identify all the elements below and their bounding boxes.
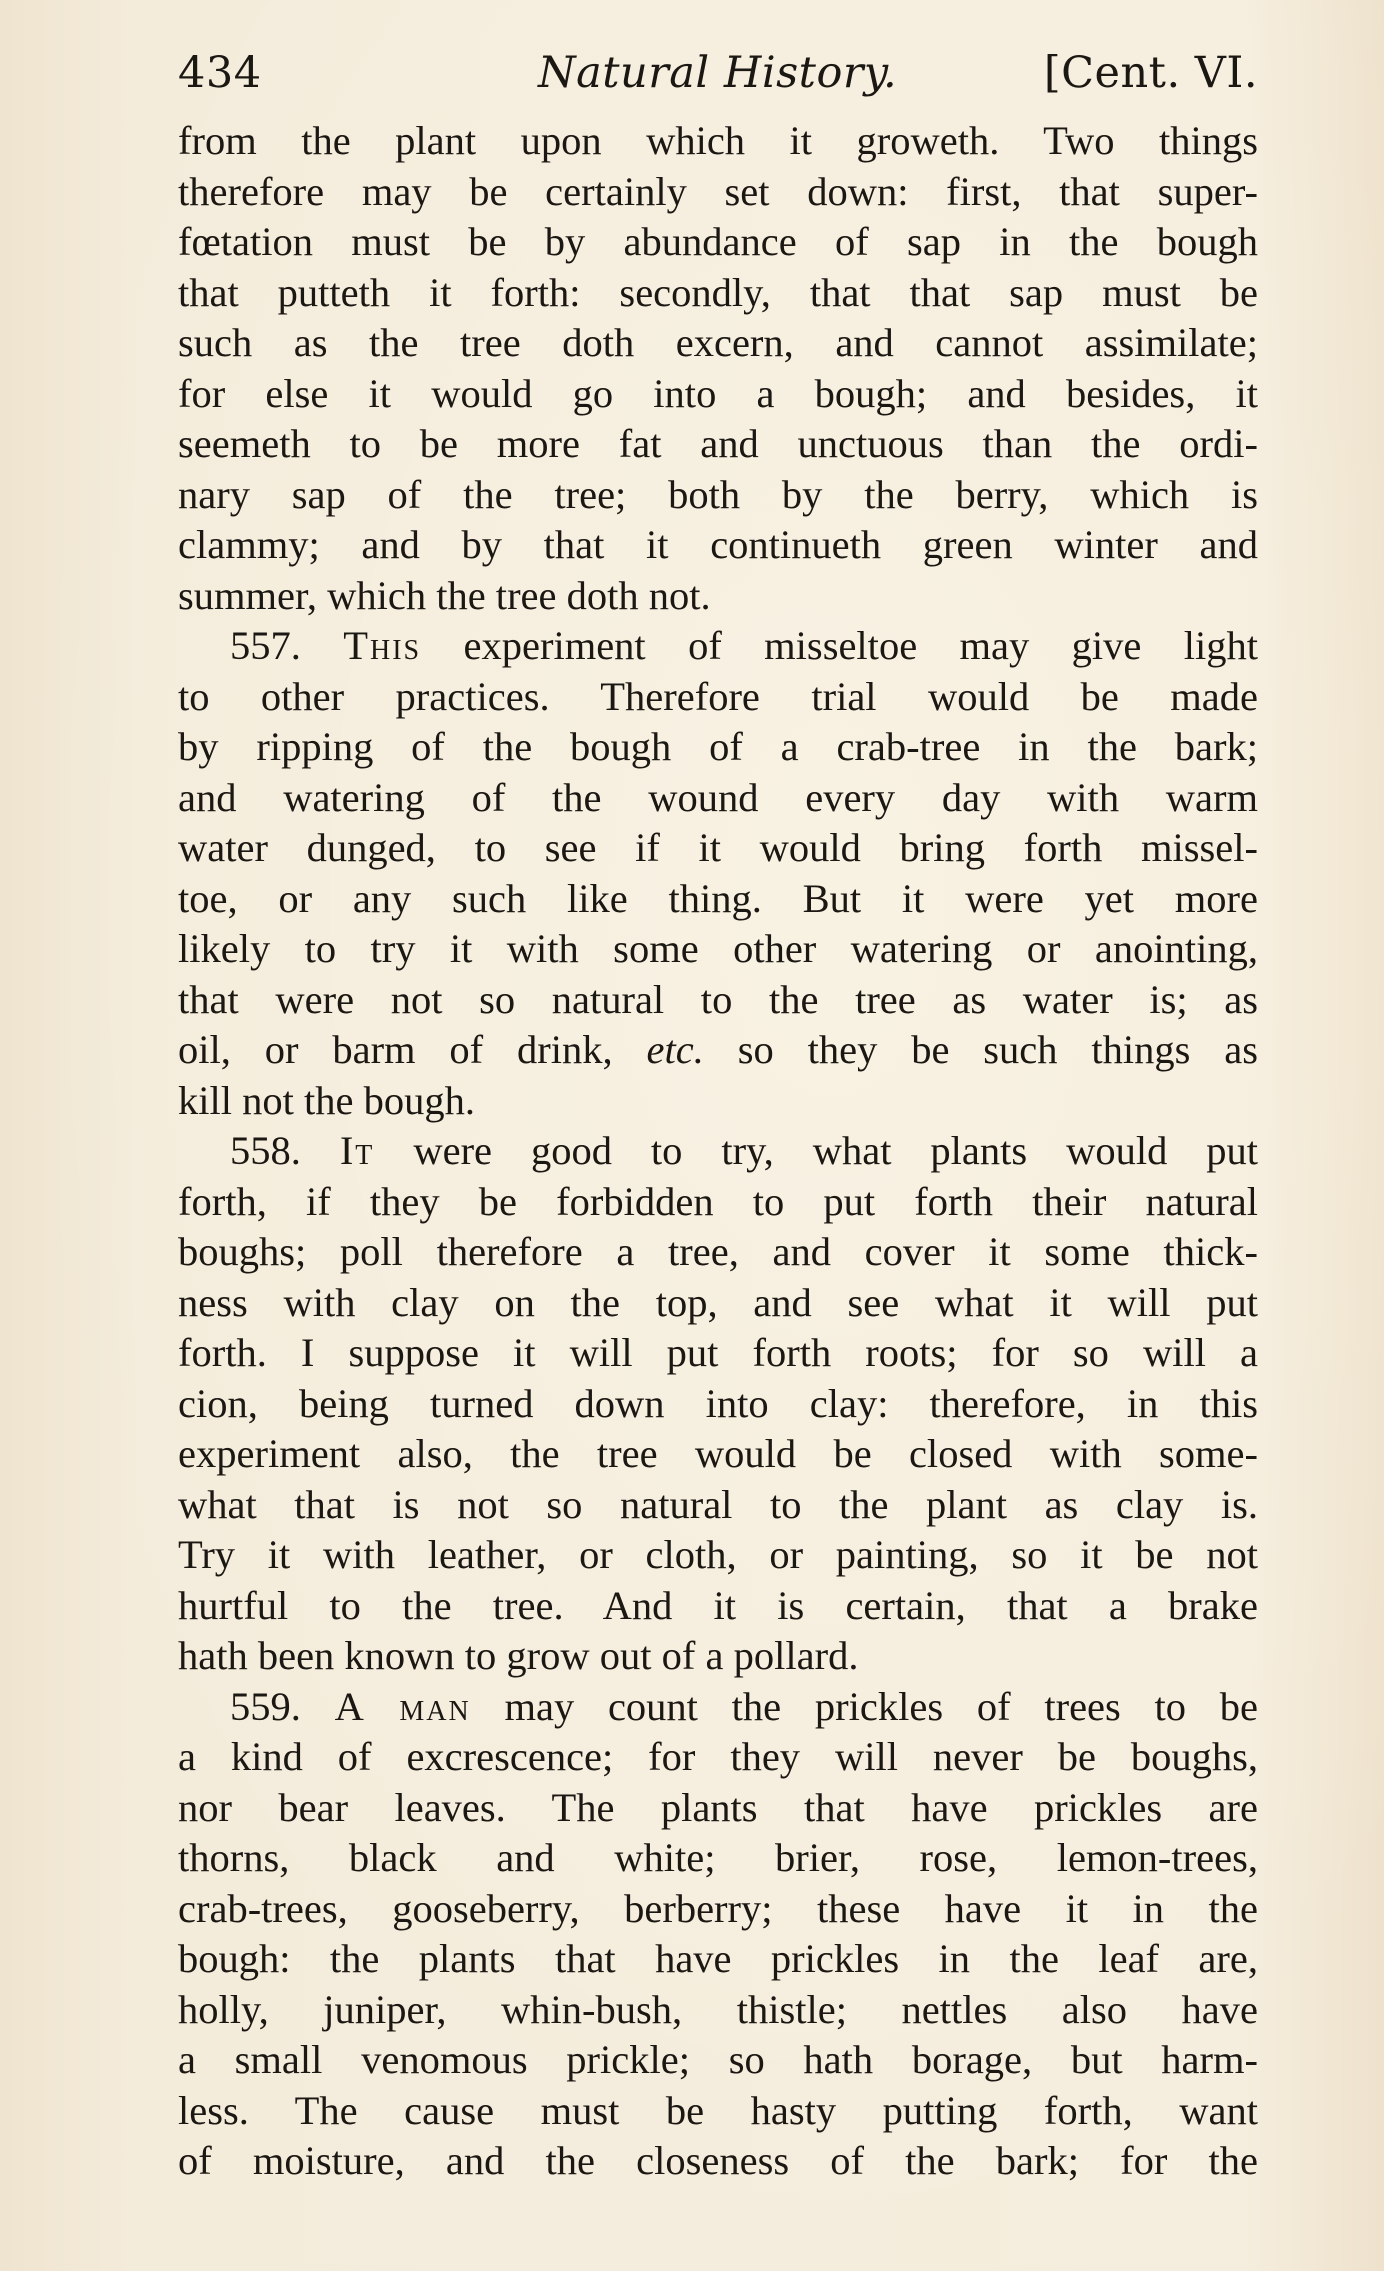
text-line: for else it would go into a bough; and besides, it — [178, 370, 1258, 416]
running-header — [178, 48, 1258, 112]
text-line: experiment also, the tree would be closed with some- — [178, 1431, 1258, 1476]
text-line: forth, if they be forbidden to put forth their natural — [178, 1178, 1258, 1224]
text-line: fœtation must be by abundance of sap in the bough — [178, 219, 1258, 264]
paragraph-number: 557. — [230, 623, 301, 668]
text-line: forth. I suppose it will put forth roots; for so will a — [178, 1330, 1258, 1375]
text-line: by ripping of the bough of a crab-tree in the bark; — [178, 724, 1258, 769]
text-fragment: so they be such things as — [737, 1027, 1258, 1072]
text-line: therefore may be certainly set down: first, that super- — [178, 168, 1258, 214]
text-line: clammy; and by that it continueth green winter and — [178, 522, 1258, 567]
text-line: holly, juniper, whin-bush, thistle; nettles also have — [178, 1986, 1258, 2032]
paragraph-lead-word: This — [343, 623, 422, 668]
text-line: and watering of the wound every day with warm — [178, 774, 1258, 820]
text-line: such as the tree doth excern, and cannot assimilate; — [178, 320, 1258, 365]
text-line: nary sap of the tree; both by the berry, which is — [178, 471, 1258, 517]
text-fragment: oil, or barm of drink, — [178, 1027, 613, 1072]
text-line: cion, being turned down into clay: therefore, in this — [178, 1380, 1258, 1426]
text-line: that putteth it forth: secondly, that that sap must be — [178, 269, 1258, 315]
text-line: a kind of excrescence; for they will never be boughs, — [178, 1734, 1258, 1779]
text-line: to other practices. Therefore trial would be made — [178, 673, 1258, 719]
text-line: summer, which the tree doth not. — [178, 572, 711, 618]
text-fragment: experiment of misseltoe may give light — [463, 623, 1258, 668]
text-line: crab-trees, gooseberry, berberry; these have it in the — [178, 1885, 1258, 1931]
paragraph-557-first-line — [178, 621, 1258, 672]
text-fragment: were good to try, what plants would put — [413, 1128, 1258, 1173]
paragraph-558-first-line — [178, 1126, 1258, 1177]
text-line: hurtful to the tree. And it is certain, that a brake — [178, 1582, 1258, 1628]
text-line: nor bear leaves. The plants that have prickles are — [178, 1784, 1258, 1830]
paragraph-number: 558. — [230, 1128, 301, 1173]
paragraph-559-first-line — [178, 1682, 1258, 1733]
text-fragment: may count the prickles of trees to be — [504, 1683, 1258, 1729]
text-line: that were not so natural to the tree as water is; as — [178, 976, 1258, 1022]
paragraph-lead-word: A man — [334, 1683, 471, 1729]
text-line: less. The cause must be hasty putting forth, want — [178, 2087, 1258, 2133]
text-line: kill not the bough. — [178, 1077, 475, 1123]
text-line: of moisture, and the closeness of the bark; for the — [178, 2138, 1258, 2183]
text-line: seemeth to be more fat and unctuous than the ordi- — [178, 421, 1258, 466]
text-line: from the plant upon which it groweth. Two things — [178, 118, 1258, 163]
paragraph-number: 559. — [230, 1683, 301, 1729]
text-line-with-italic — [178, 1025, 1258, 1076]
section-marker: [Cent. VI. — [1043, 48, 1258, 98]
body-text — [178, 116, 1258, 2187]
text-line: ness with clay on the top, and see what it will put — [178, 1279, 1258, 1325]
text-line: boughs; poll therefore a tree, and cover it some thick- — [178, 1229, 1258, 1274]
text-line: likely to try it with some other watering or anointing, — [178, 926, 1258, 971]
text-line: water dunged, to see if it would bring forth missel- — [178, 825, 1258, 870]
text-line: a small venomous prickle; so hath borage, but harm- — [178, 2037, 1258, 2082]
text-line: hath been known to grow out of a pollard. — [178, 1633, 859, 1678]
italic-etc: etc. — [646, 1027, 704, 1072]
text-line: Try it with leather, or cloth, or painting, so it be not — [178, 1532, 1258, 1577]
paragraph-lead-word: It — [339, 1128, 375, 1173]
text-line: thorns, black and white; brier, rose, lemon-trees, — [178, 1835, 1258, 1880]
running-title: Natural History. — [538, 48, 898, 98]
text-line: toe, or any such like thing. But it were yet more — [178, 875, 1258, 921]
text-line: bough: the plants that have prickles in the leaf are, — [178, 1936, 1258, 1981]
text-line: what that is not so natural to the plant as clay is. — [178, 1481, 1258, 1527]
page-number: 434 — [178, 48, 262, 98]
